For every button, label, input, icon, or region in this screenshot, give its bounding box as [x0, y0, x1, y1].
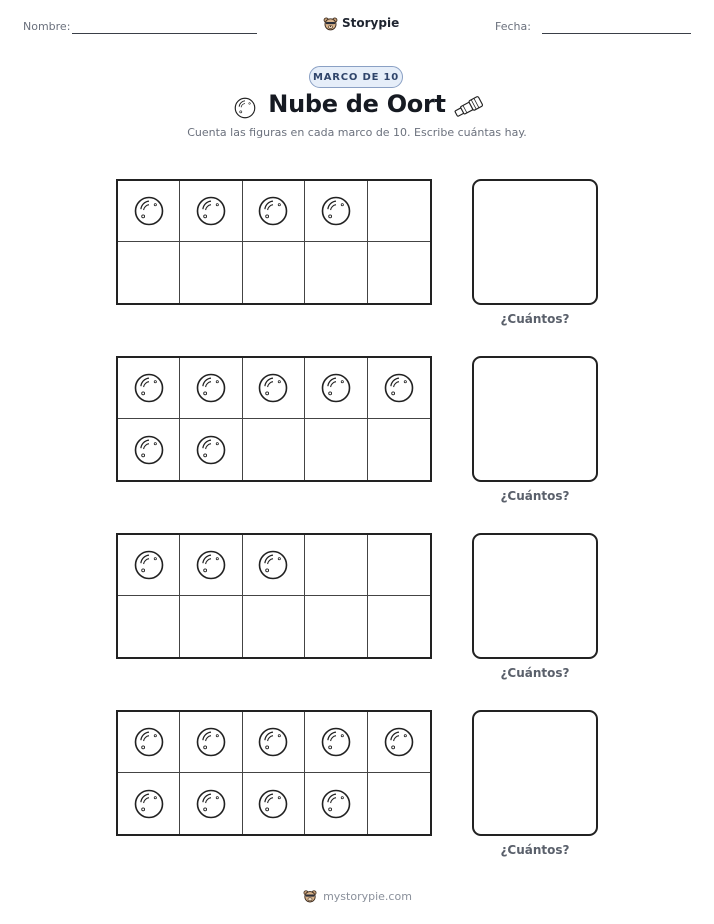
bubble-icon: [318, 370, 354, 406]
bubble-icon: [131, 786, 167, 822]
ten-frame-cell: [243, 181, 305, 242]
name-line[interactable]: [72, 33, 257, 34]
bubble-icon: [381, 370, 417, 406]
brand-logo: [322, 13, 399, 33]
problem-3: [0, 533, 714, 693]
answer-box[interactable]: [472, 356, 598, 482]
ten-frame-cell: [368, 535, 430, 596]
bubble-icon: [131, 432, 167, 468]
ten-frame-cell: [180, 535, 242, 596]
storypie-logo-icon: [302, 888, 318, 904]
ten-frame-cell: [368, 358, 430, 419]
answer-box[interactable]: [472, 179, 598, 305]
worksheet-title: Nube de Oort: [268, 90, 446, 118]
ten-frame-cell: [305, 596, 367, 657]
footer: [0, 886, 714, 906]
ten-frame-cell: [180, 596, 242, 657]
ten-frame: [116, 179, 432, 305]
ten-frame-cell: [368, 419, 430, 480]
bubble-icon: [131, 193, 167, 229]
ten-frame-cell: [305, 535, 367, 596]
bubble-icon: [318, 786, 354, 822]
ten-frame-cell: [243, 596, 305, 657]
ten-frame-cell: [118, 358, 180, 419]
bubble-icon: [318, 724, 354, 760]
ten-frame-cell: [305, 419, 367, 480]
ten-frame-cell: [305, 773, 367, 834]
ten-frame-cell: [243, 242, 305, 303]
ten-frame-cell: [118, 596, 180, 657]
ten-frame-cell: [368, 773, 430, 834]
ten-frame: [116, 533, 432, 659]
bubble-icon: [193, 432, 229, 468]
ten-frame-cell: [118, 181, 180, 242]
ten-frame-cell: [368, 712, 430, 773]
ten-frame-cell: [180, 181, 242, 242]
bubble-icon: [232, 95, 258, 121]
bubble-icon: [255, 370, 291, 406]
date-line[interactable]: [542, 33, 691, 34]
answer-box[interactable]: [472, 710, 598, 836]
ten-frame-cell: [180, 712, 242, 773]
worksheet-instructions: Cuenta las figuras en cada marco de 10. Escribe cuántas hay.: [187, 126, 527, 139]
date-label: Fecha:: [495, 20, 531, 33]
bubble-icon: [193, 193, 229, 229]
ten-frame-cell: [180, 242, 242, 303]
bubble-icon: [131, 724, 167, 760]
bubble-icon: [381, 724, 417, 760]
ten-frame-cell: [368, 181, 430, 242]
ten-frame-cell: [243, 535, 305, 596]
answer-prompt: ¿Cuántos?: [500, 666, 570, 680]
answer-box[interactable]: [472, 533, 598, 659]
bubble-icon: [255, 724, 291, 760]
ten-frame-cell: [118, 419, 180, 480]
bubble-icon: [318, 193, 354, 229]
bubble-icon: [193, 547, 229, 583]
ten-frame-cell: [305, 358, 367, 419]
ten-frame-cell: [305, 712, 367, 773]
brand-name: Storypie: [342, 16, 400, 30]
ten-frame-cell: [243, 712, 305, 773]
ten-frame-cell: [180, 419, 242, 480]
ten-frame-cell: [305, 181, 367, 242]
problem-1: [0, 179, 714, 339]
ten-frame-cell: [118, 712, 180, 773]
ten-frame: [116, 356, 432, 482]
ten-frame-cell: [180, 358, 242, 419]
storypie-logo-icon: [322, 15, 339, 32]
bubble-icon: [255, 786, 291, 822]
ten-frame-cell: [243, 419, 305, 480]
answer-prompt: ¿Cuántos?: [500, 843, 570, 857]
ten-frame-cell: [243, 358, 305, 419]
ten-frame-cell: [118, 242, 180, 303]
ten-frame-cell: [118, 773, 180, 834]
ten-frame-cell: [305, 242, 367, 303]
bubble-icon: [193, 724, 229, 760]
problem-2: [0, 356, 714, 516]
telescope-icon: [452, 94, 486, 120]
worksheet-header: [0, 0, 714, 60]
bubble-icon: [193, 786, 229, 822]
ten-frame-cell: [118, 535, 180, 596]
ten-frame: [116, 710, 432, 836]
bubble-icon: [131, 547, 167, 583]
name-label: Nombre:: [23, 20, 71, 33]
answer-prompt: ¿Cuántos?: [500, 489, 570, 503]
ten-frame-cell: [180, 773, 242, 834]
worksheet-type-badge: MARCO DE 10: [309, 66, 403, 88]
bubble-icon: [193, 370, 229, 406]
problem-4: [0, 710, 714, 870]
footer-site: mystorypie.com: [323, 889, 412, 903]
bubble-icon: [131, 370, 167, 406]
ten-frame-cell: [368, 596, 430, 657]
bubble-icon: [255, 193, 291, 229]
ten-frame-cell: [243, 773, 305, 834]
answer-prompt: ¿Cuántos?: [500, 312, 570, 326]
ten-frame-cell: [368, 242, 430, 303]
bubble-icon: [255, 547, 291, 583]
